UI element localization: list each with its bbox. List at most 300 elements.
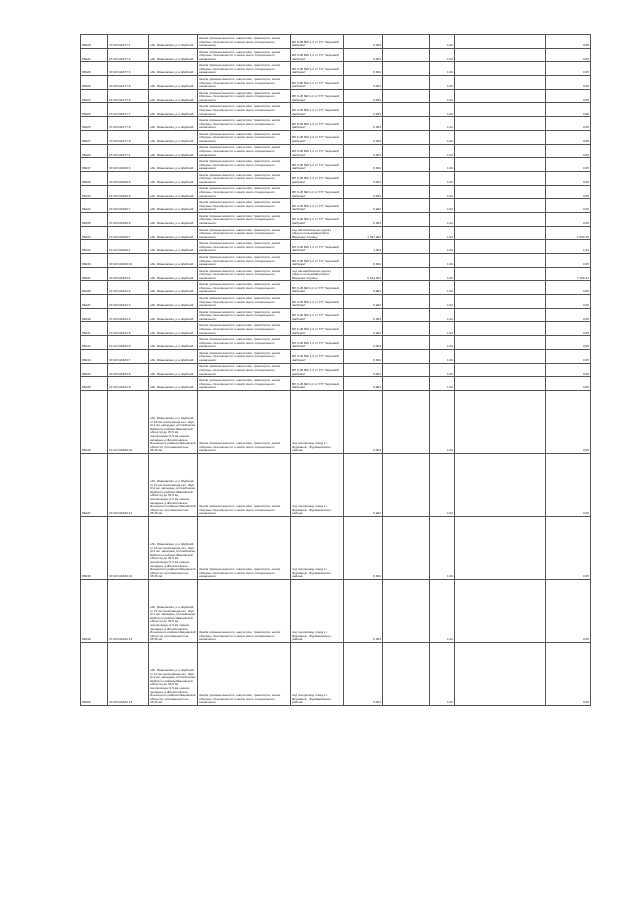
cell-record-number: 86028 [81, 62, 108, 76]
cell-coefficient: 1,02 [430, 240, 455, 254]
cell-coefficient: 1,02 [430, 158, 455, 172]
cell-land-category: Земли промышленности, энергетики, транспорта, земли обороны, безопасности и земли иного специального назначения [198, 158, 291, 172]
cell-cadastral-number: 37:20:010180:6 [108, 185, 149, 199]
cell-value: 0,05 [546, 35, 591, 49]
cell-land-category: Земли промышленности, энергетики, транспорта, земли обороны, безопасности и земли иного специального назначения [198, 377, 291, 391]
cell-record-number: 86042 [81, 336, 108, 350]
cell-record-number: 86032 [81, 199, 108, 213]
cell-record-number: 86040 [81, 308, 108, 322]
cell-coefficient: 1,02 [430, 349, 455, 363]
cell-area: 0,004 [344, 336, 383, 350]
cell-area: 0,004 [344, 185, 383, 199]
cell-land-category: Земли промышленности, энергетики, транспорта, земли обороны, безопасности и земли иного специального назначения [198, 76, 291, 90]
cell-empty [383, 226, 430, 240]
cell-land-category: Земли промышленности, энергетики, транспорта, земли обороны, безопасности и земли иного специального назначения [198, 171, 291, 185]
cell-empty [383, 35, 430, 49]
table-row [81, 322, 591, 336]
cell-address: обл. Ивановская, р-н Шуйский [149, 295, 198, 309]
cell-area: 0,004 [344, 516, 383, 579]
cell-permitted-use: ВЛ 6 кВ №6 1,2 от ТП "Черновой фабрики" [291, 212, 344, 226]
cell-land-category: Земли промышленности, энергетики, транспорта, земли обороны, безопасности и земли иного специального назначения [198, 642, 291, 705]
cell-permitted-use: ВЛ 6 кВ №6 1,2 от ТП "Черновой фабрики" [291, 308, 344, 322]
cell-record-number: 86036 [81, 254, 108, 268]
cell-land-category: Земли промышленности, энергетики, транспорта, земли обороны, безопасности и земли иного специального назначения [198, 199, 291, 213]
cell-area: 0,004 [344, 212, 383, 226]
cell-address: обл. Ивановская, р-н Шуйский, от 10 км газопровода на г. Шуя (0,2 км. западнее д.Огнибоково Шуйского района Ивановской области) до 35,5 км газопровода (1,5 км северо-западнее д.Филипповское Ильинского района Ивановской области), протяженностью 35,30 км [149, 642, 198, 705]
cell-record-number: 86038 [81, 281, 108, 295]
cell-empty [455, 377, 546, 391]
cell-land-category: Земли промышленности, энергетики, транспорта, земли обороны, безопасности и земли иного специального назначения [198, 254, 291, 268]
cell-cadastral-number: 37:20:010182:10 [108, 390, 149, 453]
cell-cadastral-number: 37:20:010177:3 [108, 62, 149, 76]
cell-cadastral-number: 37:20:010177:7 [108, 103, 149, 117]
table-row [81, 185, 591, 199]
cell-empty [455, 516, 546, 579]
cell-cadastral-number: 37:20:010177:1 [108, 144, 149, 158]
cell-coefficient: 1,02 [430, 390, 455, 453]
cell-value: 0,05 [546, 363, 591, 377]
register-table-body [81, 35, 591, 706]
cell-address: обл. Ивановская, р-н Шуйский [149, 171, 198, 185]
cell-address: обл. Ивановская, р-н Шуйский [149, 103, 198, 117]
cell-area: 0,004 [344, 322, 383, 336]
cell-coefficient: 1,02 [430, 35, 455, 49]
cell-address: обл. Ивановская, р-н Шуйский [149, 35, 198, 49]
cell-permitted-use: ВЛ 6 кВ №6 1,2 от ТП "Черновой фабрики" [291, 322, 344, 336]
cell-cadastral-number: 37:20:010180:7 [108, 226, 149, 240]
cell-empty [383, 199, 430, 213]
cell-record-number: 86025 [81, 76, 108, 90]
cell-empty [455, 390, 546, 453]
cell-empty [383, 363, 430, 377]
cell-empty [383, 281, 430, 295]
cell-empty [455, 226, 546, 240]
cell-value: 0,05 [546, 295, 591, 309]
cell-empty [383, 516, 430, 579]
table-row [81, 48, 591, 62]
cell-cadastral-number: 37:20:010180:1 [108, 240, 149, 254]
cell-coefficient: 1,02 [430, 642, 455, 705]
cell-empty [455, 48, 546, 62]
cell-area: 0,004 [344, 254, 383, 268]
cell-value: 0,05 [546, 89, 591, 103]
cell-coefficient: 1,02 [430, 199, 455, 213]
cell-area: 1,004 [344, 240, 383, 254]
table-row [81, 281, 591, 295]
cell-empty [383, 240, 430, 254]
cell-value: 0,05 [546, 322, 591, 336]
table-row [81, 35, 591, 49]
cell-land-category: Земли промышленности, энергетики, транспорта, земли обороны, безопасности и земли иного специального назначения [198, 295, 291, 309]
cell-value: 0,05 [546, 76, 591, 90]
cell-empty [383, 117, 430, 131]
cell-value: 0,05 [546, 308, 591, 322]
table-row [81, 390, 591, 453]
cell-land-category: Земли промышленности, энергетики, транспорта, земли обороны, безопасности и земли иного специального назначения [198, 103, 291, 117]
cell-address: обл. Ивановская, р-н Шуйский [149, 199, 198, 213]
cell-empty [455, 240, 546, 254]
cell-address: обл. Ивановская, р-н Шуйский [149, 76, 198, 90]
cell-coefficient: 1,02 [430, 254, 455, 268]
cell-cadastral-number: 37:20:010181:7 [108, 349, 149, 363]
cell-empty [455, 267, 546, 281]
cell-value: 0,05 [546, 103, 591, 117]
table-row [81, 579, 591, 642]
cell-coefficient: 1,02 [430, 212, 455, 226]
cell-cadastral-number: 37:20:010181:5 [108, 322, 149, 336]
cell-empty [455, 322, 546, 336]
cell-value: 0,05 [546, 254, 591, 268]
cell-value: 0,05 [546, 579, 591, 642]
cell-area: 0,004 [344, 390, 383, 453]
cell-record-number: 86048 [81, 516, 108, 579]
cell-empty [455, 89, 546, 103]
cell-record-number: 86028 [81, 35, 108, 49]
cell-land-category: Земли промышленности, энергетики, транспорта, земли обороны, безопасности и земли иного специального назначения [198, 308, 291, 322]
cell-address: обл. Ивановская, р-н Шуйский [149, 212, 198, 226]
cell-cadastral-number: 37:20:010181:8 [108, 363, 149, 377]
cell-value: 1 552,45 [546, 226, 591, 240]
table-row [81, 516, 591, 579]
table-row [81, 363, 591, 377]
cell-permitted-use: ВЛ 6 кВ №6 1,2 от ТП "Черновой фабрики" [291, 199, 344, 213]
cell-permitted-use: под газопровод отвод к г. Фурманов - Фурмановского района [291, 453, 344, 516]
cell-empty [383, 642, 430, 705]
cell-value: 0,05 [546, 642, 591, 705]
cell-record-number: 86037 [81, 158, 108, 172]
cell-area: 0,004 [344, 281, 383, 295]
cell-area: 0,004 [344, 130, 383, 144]
cell-cadastral-number: 37:20:010177:2 [108, 48, 149, 62]
cell-empty [383, 89, 430, 103]
cell-permitted-use: ВЛ 6 кВ №6 1,2 от ТП "Черновой фабрики" [291, 349, 344, 363]
cell-record-number: 86039 [81, 171, 108, 185]
cell-empty [455, 130, 546, 144]
cell-area: 0,004 [344, 349, 383, 363]
cell-permitted-use: ВЛ 6 кВ №6 1,2 от ТП "Черновой фабрики" [291, 336, 344, 350]
cell-coefficient: 1,02 [430, 267, 455, 281]
cell-permitted-use: ВЛ 6 кВ №6 1,2 от ТП "Черновой фабрики" [291, 130, 344, 144]
cell-value: 0,05 [546, 212, 591, 226]
cell-land-category: Земли промышленности, энергетики, транспорта, земли обороны, безопасности и земли иного специального назначения [198, 144, 291, 158]
table-row [81, 226, 591, 240]
cell-empty [455, 281, 546, 295]
cell-coefficient: 1,02 [430, 89, 455, 103]
cell-record-number: 86041 [81, 48, 108, 62]
cell-land-category: Земли промышленности, энергетики, транспорта, земли обороны, безопасности и земли иного специального назначения [198, 281, 291, 295]
cell-land-category: Земли промышленности, энергетики, транспорта, земли обороны, безопасности и земли иного специального назначения [198, 516, 291, 579]
cell-empty [383, 158, 430, 172]
cell-record-number: 86033 [81, 240, 108, 254]
table-row [81, 158, 591, 172]
cell-value: 0,05 [546, 48, 591, 62]
cell-empty [383, 48, 430, 62]
cell-empty [455, 308, 546, 322]
cell-empty [455, 579, 546, 642]
cell-permitted-use: ВЛ 6 кВ №6 1,2 от ТП "Черновой фабрики" [291, 62, 344, 76]
cell-empty [455, 642, 546, 705]
cell-empty [455, 35, 546, 49]
cell-empty [455, 254, 546, 268]
cell-land-category: Земли промышленности, энергетики, транспорта, земли обороны, безопасности и земли иного специального назначения [198, 62, 291, 76]
cell-value: 0,05 [546, 516, 591, 579]
cell-record-number: 86050 [81, 642, 108, 705]
cell-land-category: Земли промышленности, энергетики, транспорта, земли обороны, безопасности и земли иного специального назначения [198, 363, 291, 377]
cell-address: обл. Ивановская, р-н Шуйский [149, 349, 198, 363]
cell-record-number: 86031 [81, 267, 108, 281]
cell-empty [383, 267, 430, 281]
cell-permitted-use: под газопровод отвод к г. Фурманов - Фурмановского района [291, 579, 344, 642]
cell-area: 6 644,004 [344, 267, 383, 281]
cell-address: обл. Ивановская, р-н Шуйский, от 10 км газопровода на г. Шуя (0,2 км. западнее д.Огнибоково Шуйского района Ивановской области) до 35,5 км газопровода (1,5 км северо-западнее д.Филипповское Ильинского района Ивановской области), протяженностью 35,30 км [149, 453, 198, 516]
cell-cadastral-number: 37:20:010181:6 [108, 336, 149, 350]
cell-address: обл. Ивановская, р-н Шуйский [149, 267, 198, 281]
cell-record-number: 86030 [81, 144, 108, 158]
cell-cadastral-number: 37:20:010182:11 [108, 453, 149, 516]
cell-permitted-use: ВЛ 6 кВ №6 1,2 от ТП "Черновой фабрики" [291, 35, 344, 49]
cell-cadastral-number: 37:20:010177:5 [108, 76, 149, 90]
cell-cadastral-number: 37:20:010180:3 [108, 158, 149, 172]
cell-empty [383, 579, 430, 642]
cell-address: обл. Ивановская, р-н Шуйский [149, 363, 198, 377]
table-row [81, 377, 591, 391]
table-row [81, 130, 591, 144]
cell-value: 0,05 [546, 199, 591, 213]
cell-cadastral-number: 37:20:010177:6 [108, 89, 149, 103]
cell-empty [455, 171, 546, 185]
cell-address: обл. Ивановская, р-н Шуйский, от 10 км газопровода на г. Шуя (0,2 км. западнее д.Огнибоково Шуйского района Ивановской области) до 35,5 км газопровода (1,5 км северо-западнее д.Филипповское Ильинского района Ивановской области), протяженностью 35,30 км [149, 579, 198, 642]
cell-cadastral-number: 37:20:010180:7 [108, 199, 149, 213]
cell-empty [455, 62, 546, 76]
cell-land-category: Земли промышленности, энергетики, транспорта, земли обороны, безопасности и земли иного специального назначения [198, 349, 291, 363]
cell-address: обл. Ивановская, р-н Шуйский [149, 185, 198, 199]
cell-empty [383, 254, 430, 268]
cell-address: обл. Ивановская, р-н Шуйский [149, 377, 198, 391]
cell-permitted-use: ВЛ 6 кВ №6 1,2 от ТП "Черновой фабрики" [291, 144, 344, 158]
cell-permitted-use: ВЛ 6 кВ №6 1,2 от ТП "Черновой фабрики" [291, 377, 344, 391]
cell-land-category: Земли промышленности, энергетики, транспорта, земли обороны, безопасности и земли иного специального назначения [198, 267, 291, 281]
cell-cadastral-number: 37:20:010180:8 [108, 212, 149, 226]
cell-area: 0,004 [344, 642, 383, 705]
cell-value: 0,05 [546, 185, 591, 199]
table-row [81, 349, 591, 363]
cell-permitted-use: ВЛ 6 кВ №6 1,2 от ТП "Черновой фабрики" [291, 48, 344, 62]
cell-empty [383, 453, 430, 516]
cell-record-number: 86025 [81, 117, 108, 131]
cell-empty [383, 130, 430, 144]
cell-permitted-use: ВЛ 6 кВ №6 1,2 от ТП "Черновой фабрики" [291, 89, 344, 103]
cell-area: 0,004 [344, 171, 383, 185]
cell-value: 0,05 [546, 117, 591, 131]
cell-area: 0,004 [344, 199, 383, 213]
cell-permitted-use: под газопровод отвод к г. Фурманов - Фурмановского района [291, 516, 344, 579]
cell-cadastral-number: 37:20:010180:10 [108, 254, 149, 268]
cell-value: 0,05 [546, 130, 591, 144]
cell-empty [455, 212, 546, 226]
cell-address: обл. Ивановская, р-н Шуйский, от 10 км газопровода на г. Шуя (0,2 км. западнее д.Огнибоково Шуйского района Ивановской области) до 35,5 км газопровода (1,5 км северо-западнее д.Филипповское Ильинского района Ивановской области), протяженностью 35,30 км [149, 390, 198, 453]
cell-area: 0,004 [344, 35, 383, 49]
cell-land-category: Земли промышленности, энергетики, транспорта, земли обороны, безопасности и земли иного специального назначения [198, 390, 291, 453]
cell-permitted-use: под автомобильную дорогу общего пользования Шуя-Введенье-Горицы [291, 267, 344, 281]
cell-land-category: Земли промышленности, энергетики, транспорта, земли обороны, безопасности и земли иного специального назначения [198, 579, 291, 642]
cell-empty [455, 76, 546, 90]
cell-empty [455, 349, 546, 363]
cell-empty [455, 363, 546, 377]
cell-area: 0,004 [344, 89, 383, 103]
cell-empty [383, 76, 430, 90]
cell-cadastral-number: 37:20:010182:14 [108, 642, 149, 705]
cell-area: 0,004 [344, 48, 383, 62]
cell-value: 0,05 [546, 171, 591, 185]
cell-land-category: Земли промышленности, энергетики, транспорта, земли обороны, безопасности и земли иного специального назначения [198, 117, 291, 131]
cell-area: 0,004 [344, 103, 383, 117]
cell-permitted-use: ВЛ 6 кВ №6 1,2 от ТП "Черновой фабрики" [291, 240, 344, 254]
cell-area: 0,004 [344, 158, 383, 172]
cell-area: 0,004 [344, 144, 383, 158]
cell-cadastral-number: 37:20:010182:12 [108, 516, 149, 579]
cell-address: обл. Ивановская, р-н Шуйский [149, 240, 198, 254]
cell-cadastral-number: 37:20:010177:9 [108, 130, 149, 144]
cell-empty [383, 377, 430, 391]
cell-cadastral-number: 37:20:010181:2 [108, 281, 149, 295]
table-row [81, 76, 591, 90]
cell-permitted-use: под газопровод отвод к г. Фурманов - Фурмановского района [291, 390, 344, 453]
cell-empty [383, 322, 430, 336]
cell-coefficient: 1,02 [430, 579, 455, 642]
cell-empty [455, 199, 546, 213]
cell-empty [383, 308, 430, 322]
table-row [81, 453, 591, 516]
cell-land-category: Земли промышленности, энергетики, транспорта, земли обороны, безопасности и земли иного специального назначения [198, 48, 291, 62]
cell-area: 0,004 [344, 377, 383, 391]
cell-coefficient: 1,02 [430, 144, 455, 158]
cell-coefficient: 1,02 [430, 516, 455, 579]
cell-value: 0,05 [546, 144, 591, 158]
cell-empty [455, 144, 546, 158]
cell-area: 1 397,004 [344, 226, 383, 240]
cell-address: обл. Ивановская, р-н Шуйский [149, 48, 198, 62]
cell-empty [383, 144, 430, 158]
cell-permitted-use: ВЛ 6 кВ №6 1,2 от ТП "Черновой фабрики" [291, 158, 344, 172]
cell-permitted-use: под автомобильную дорогу общего пользования Шуя-Введенье-Горицы [291, 226, 344, 240]
cell-address: обл. Ивановская, р-н Шуйский [149, 89, 198, 103]
cell-permitted-use: ВЛ 6 кВ №6 1,2 от ТП "Черновой фабрики" [291, 117, 344, 131]
cell-record-number: 86041 [81, 322, 108, 336]
cell-coefficient: 1,02 [430, 363, 455, 377]
table-row [81, 254, 591, 268]
cell-empty [383, 185, 430, 199]
cell-empty [383, 212, 430, 226]
cell-record-number: 86034 [81, 185, 108, 199]
cell-empty [383, 390, 430, 453]
cell-coefficient: 1,02 [430, 171, 455, 185]
cell-area: 0,004 [344, 363, 383, 377]
cell-empty [383, 62, 430, 76]
cell-permitted-use: ВЛ 6 кВ №6 1,2 от ТП "Черновой фабрики" [291, 185, 344, 199]
cell-record-number: 86026 [81, 103, 108, 117]
cell-empty [455, 158, 546, 172]
cell-permitted-use: ВЛ 6 кВ №6 1,2 от ТП "Черновой фабрики" [291, 295, 344, 309]
cell-empty [455, 185, 546, 199]
cell-land-category: Земли промышленности, энергетики, транспорта, земли обороны, безопасности и земли иного специального назначения [198, 336, 291, 350]
cell-record-number: 86037 [81, 295, 108, 309]
cell-cadastral-number: 37:20:010181:4 [108, 308, 149, 322]
cell-address: обл. Ивановская, р-н Шуйский [149, 336, 198, 350]
cell-permitted-use: ВЛ 6 кВ №6 1,2 от ТП "Черновой фабрики" [291, 171, 344, 185]
cell-coefficient: 1,02 [430, 130, 455, 144]
cell-permitted-use: под газопровод отвод к г. Фурманов - Фурмановского района [291, 642, 344, 705]
cell-land-category: Земли промышленности, энергетики, транспорта, земли обороны, безопасности и земли иного специального назначения [198, 35, 291, 49]
cell-land-category: Земли промышленности, энергетики, транспорта, земли обороны, безопасности и земли иного специального назначения [198, 322, 291, 336]
table-row [81, 240, 591, 254]
cell-land-category: Земли промышленности, энергетики, транспорта, земли обороны, безопасности и земли иного специального назначения [198, 240, 291, 254]
cell-empty [455, 295, 546, 309]
cell-empty [383, 349, 430, 363]
cell-coefficient: 1,02 [430, 62, 455, 76]
cell-area: 0,004 [344, 295, 383, 309]
cell-record-number: 86047 [81, 453, 108, 516]
cell-coefficient: 1,02 [430, 336, 455, 350]
cell-record-number: 86045 [81, 377, 108, 391]
cell-address: обл. Ивановская, р-н Шуйский [149, 322, 198, 336]
cell-area: 0,004 [344, 308, 383, 322]
cell-land-category: Земли промышленности, энергетики, транспорта, земли обороны, безопасности и земли иного специального назначения [198, 89, 291, 103]
cell-record-number: 86024 [81, 89, 108, 103]
cell-address: обл. Ивановская, р-н Шуйский [149, 130, 198, 144]
table-row [81, 103, 591, 117]
cell-value: 0,05 [546, 62, 591, 76]
cell-coefficient: 1,02 [430, 322, 455, 336]
cell-empty [455, 336, 546, 350]
table-row [81, 308, 591, 322]
cell-empty [455, 453, 546, 516]
cell-coefficient: 1,02 [430, 226, 455, 240]
cell-land-category: Земли промышленности, энергетики, транспорта, земли обороны, безопасности и земли иного специального назначения [198, 226, 291, 240]
cell-coefficient: 1,02 [430, 103, 455, 117]
cell-area: 0,004 [344, 117, 383, 131]
cell-address: обл. Ивановская, р-н Шуйский [149, 226, 198, 240]
table-row [81, 642, 591, 705]
table-row [81, 62, 591, 76]
cell-cadastral-number: 37:20:010182:13 [108, 579, 149, 642]
cell-coefficient: 1,02 [430, 48, 455, 62]
cell-coefficient: 1,02 [430, 295, 455, 309]
cell-value: 0,05 [546, 377, 591, 391]
cell-coefficient: 1,02 [430, 117, 455, 131]
cell-coefficient: 1,02 [430, 185, 455, 199]
cell-area: 0,004 [344, 76, 383, 90]
cell-address: обл. Ивановская, р-н Шуйский [149, 158, 198, 172]
table-row [81, 199, 591, 213]
table-row [81, 171, 591, 185]
cell-address: обл. Ивановская, р-н Шуйский [149, 144, 198, 158]
table-row [81, 336, 591, 350]
table-row [81, 89, 591, 103]
cell-cadastral-number: 37:20:010177:8 [108, 117, 149, 131]
cell-record-number: 86044 [81, 363, 108, 377]
cell-record-number: 86049 [81, 579, 108, 642]
cell-area: 0,004 [344, 453, 383, 516]
cell-cadastral-number: 37:20:010181:1 [108, 267, 149, 281]
cell-coefficient: 1,02 [430, 281, 455, 295]
cell-value: 0,05 [546, 158, 591, 172]
table-row [81, 117, 591, 131]
cell-permitted-use: ВЛ 6 кВ №6 1,2 от ТП "Черновой фабрики" [291, 103, 344, 117]
cell-land-category: Земли промышленности, энергетики, транспорта, земли обороны, безопасности и земли иного специального назначения [198, 212, 291, 226]
cell-value: 0,05 [546, 349, 591, 363]
cell-permitted-use: ВЛ 6 кВ №6 1,2 от ТП "Черновой фабрики" [291, 76, 344, 90]
cell-record-number: 86034 [81, 226, 108, 240]
